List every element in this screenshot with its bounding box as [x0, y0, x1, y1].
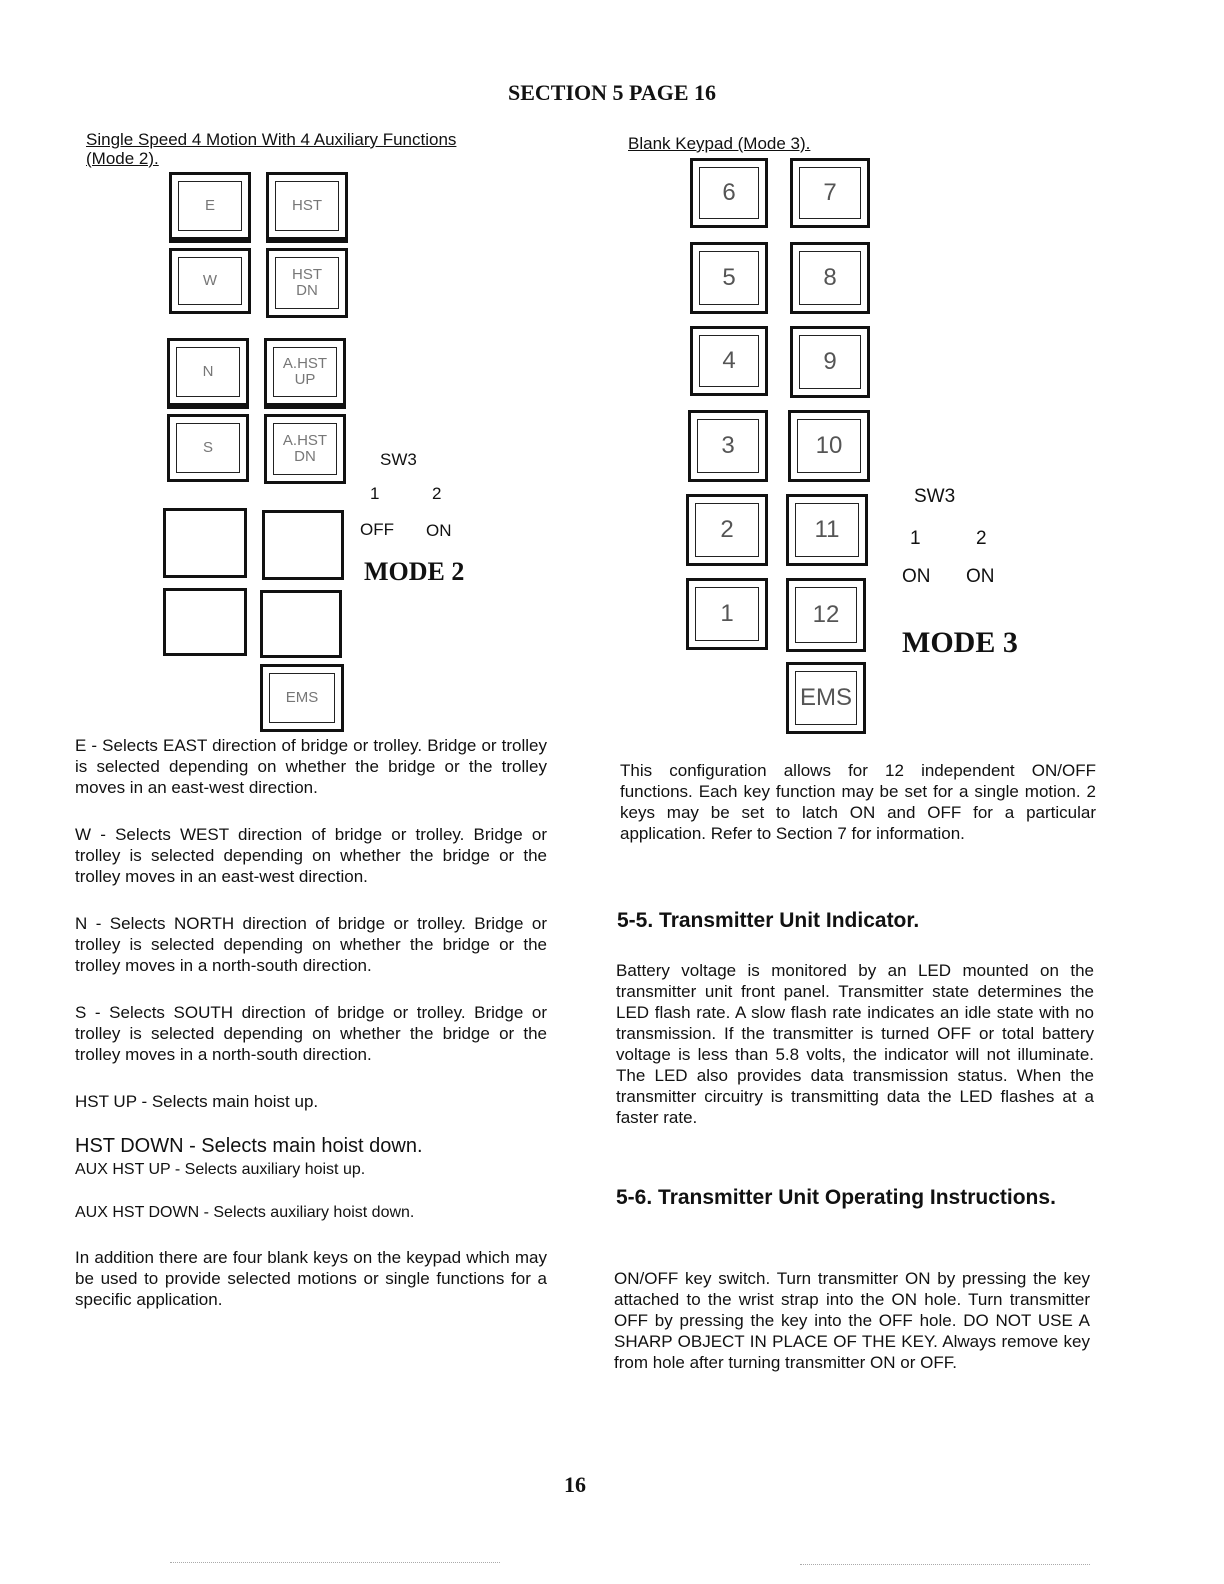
desc-hst-down: HST DOWN - Selects main hoist down.: [75, 1135, 423, 1157]
desc-aux-hst-down: AUX HST DOWN - Selects auxiliary hoist down.: [75, 1204, 415, 1221]
mode2-caption: [86, 130, 566, 168]
blank-key[interactable]: [163, 508, 247, 578]
blank-key[interactable]: [262, 510, 344, 580]
mode3-sw-state2: ON: [966, 566, 995, 587]
key-8[interactable]: [790, 242, 870, 314]
blank-key[interactable]: [260, 590, 342, 658]
key-e-label: E: [178, 181, 242, 231]
mode2-sw-pos2: 2: [432, 484, 442, 503]
key-s-label: S: [176, 423, 240, 473]
key-aux-hst-up-label: A.HST UP: [273, 347, 337, 397]
key-11-label: 11: [795, 503, 859, 557]
key-4-label: 4: [699, 335, 759, 387]
key-2-label: 2: [695, 503, 759, 557]
key-3[interactable]: [688, 410, 768, 482]
scan-artifact-line: [170, 1562, 500, 1564]
desc-blank-keys: In addition there are four blank keys on the keypad which may be used to provide selected motions or single functions for a specific application.: [75, 1248, 547, 1309]
mode2-title: MODE 2: [364, 557, 465, 586]
mode3-caption: Blank Keypad (Mode 3).: [628, 134, 811, 153]
key-12-label: 12: [795, 587, 857, 643]
scan-artifact-line: [800, 1564, 1090, 1566]
page-number: 16: [564, 1472, 586, 1497]
key-n-label: N: [176, 347, 240, 397]
key-hst-dn[interactable]: [266, 248, 348, 318]
desc-north: N - Selects NORTH direction of bridge or trolley. Bridge or trolley is selected depending on whether the bridge or the trolley moves in a north-south direction.: [75, 914, 547, 975]
mode2-sw-label: SW3: [380, 450, 417, 469]
key-w-label: W: [178, 257, 242, 305]
key-1-label: 1: [695, 587, 759, 641]
key-8-label: 8: [799, 251, 861, 305]
key-10-label: 10: [797, 419, 861, 473]
key-6[interactable]: [690, 158, 768, 228]
desc-aux-hst-up: AUX HST UP - Selects auxiliary hoist up.: [75, 1161, 366, 1178]
key-aux-hst-up[interactable]: [264, 338, 346, 406]
key-ems[interactable]: [260, 664, 344, 732]
mode2-descriptions: [75, 735, 547, 1330]
key-ems-label: EMS: [269, 673, 335, 723]
desc-south: S - Selects SOUTH direction of bridge or trolley. Bridge or trolley is selected depending on whether the bridge or the trolley moves in a north-south direction.: [75, 1003, 547, 1064]
blank-key[interactable]: [163, 588, 247, 656]
key-1[interactable]: [686, 578, 768, 650]
mode2-sw-state1: OFF: [360, 520, 394, 539]
mode3-sw-pos2: 2: [976, 528, 987, 549]
section-5-5-text: Battery voltage is monitored by an LED mounted on the transmitter unit front panel. Transmitter state determines the LED flash rate. A slow flash rate indicates an idle state with no transmission. If the transmitter is turned OFF or total battery voltage is less than 5.8 volts, the indicator will not illuminate. The LED also provides data transmission status. When the transmitter circuitry is transmitting data the LED flashes at a faster rate.: [616, 961, 1094, 1127]
key-ems-mode3-label: EMS: [795, 671, 857, 725]
key-4[interactable]: [690, 326, 768, 396]
key-9[interactable]: [790, 326, 870, 398]
key-hst-up-label: HST: [275, 181, 339, 231]
key-hst-dn-label: HST DN: [275, 257, 339, 309]
mode3-title: MODE 3: [902, 626, 1018, 659]
key-10[interactable]: [788, 410, 870, 482]
key-11[interactable]: [786, 494, 868, 566]
key-7-label: 7: [799, 167, 861, 219]
key-3-label: 3: [697, 419, 759, 473]
key-6-label: 6: [699, 167, 759, 219]
key-9-label: 9: [799, 335, 861, 389]
key-w[interactable]: [169, 248, 251, 314]
page-header: SECTION 5 PAGE 16: [507, 80, 716, 105]
mode2-caption-line2: (Mode 2).: [86, 149, 159, 168]
key-hst-up[interactable]: [266, 172, 348, 240]
section-5-6-heading: 5-6. Transmitter Unit Operating Instructions.: [616, 1186, 1056, 1209]
mode2-sw-pos1: 1: [370, 484, 380, 503]
key-5[interactable]: [690, 242, 768, 314]
mode3-sw-pos1: 1: [910, 528, 921, 549]
mode2-caption-line1: Single Speed 4 Motion With 4 Auxiliary Functions: [86, 130, 457, 149]
key-7[interactable]: [790, 158, 870, 228]
mode2-sw-state2: ON: [426, 521, 452, 540]
key-ems-mode3[interactable]: [786, 662, 866, 734]
mode3-sw-label: SW3: [914, 486, 956, 507]
key-12[interactable]: [786, 578, 866, 652]
key-n[interactable]: [167, 338, 249, 406]
section-5-6-text: ON/OFF key switch. Turn transmitter ON by pressing the key attached to the wrist strap into the ON hole. Turn transmitter OFF by pressing the key into the OFF hole. DO NOT USE A SHARP OBJECT IN PLACE OF THE KEY. Always remove key from hole after turning transmitter ON or OFF.: [614, 1269, 1090, 1372]
desc-west: W - Selects WEST direction of bridge or trolley. Bridge or trolley is selected depending on whether the bridge or the trolley moves in an east-west direction.: [75, 825, 547, 886]
key-aux-hst-dn[interactable]: [264, 414, 346, 484]
mode3-sw-state1: ON: [902, 566, 931, 587]
key-2[interactable]: [686, 494, 768, 566]
key-aux-hst-dn-label: A.HST DN: [273, 423, 337, 475]
desc-east: E - Selects EAST direction of bridge or trolley. Bridge or trolley is selected depending on whether the bridge or the trolley moves in an east-west direction.: [75, 736, 547, 797]
key-5-label: 5: [699, 251, 759, 305]
desc-hst-up: HST UP - Selects main hoist up.: [75, 1092, 319, 1111]
key-e[interactable]: [169, 172, 251, 240]
mode3-config-text: This configuration allows for 12 independent ON/OFF functions. Each key function may be set for a single motion. 2 keys may be set to latch ON and OFF for a particular application. Refer to Section 7 for information.: [620, 761, 1096, 843]
section-5-5-heading: 5-5. Transmitter Unit Indicator.: [617, 909, 920, 932]
key-s[interactable]: [167, 414, 249, 482]
